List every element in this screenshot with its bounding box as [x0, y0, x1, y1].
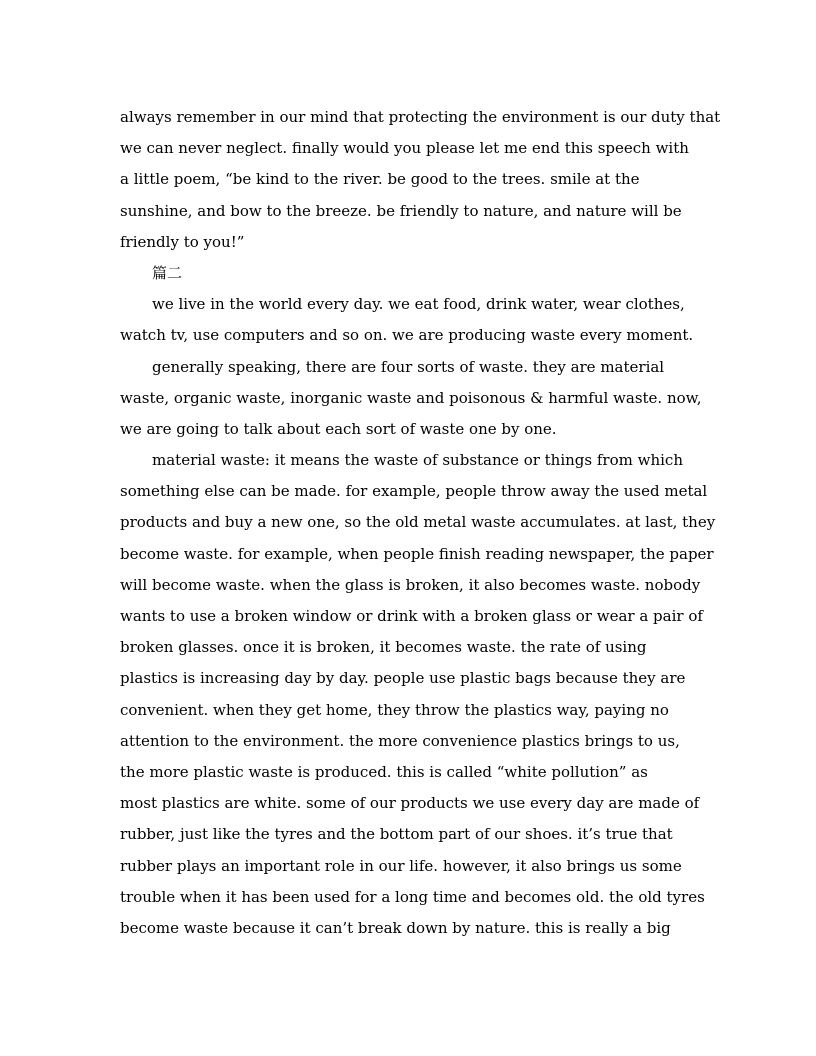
text-line: become waste. for example, when people finish reading newspaper, the paper: [120, 544, 714, 563]
text-line: wants to use a broken window or drink with a broken glass or wear a pair of: [120, 607, 703, 625]
text-line: we can never neglect. finally would you please let me end this speech with: [120, 139, 689, 158]
text-line: products and buy a new one, so the old metal waste accumulates. at last, they: [120, 513, 716, 532]
text-line: trouble when it has been used for a long time and becomes old. the old tyres: [120, 887, 705, 906]
text-line: plastics is increasing day by day. people use plastic bags because they are: [120, 669, 686, 688]
text-line: broken glasses. once it is broken, it becomes waste. the rate of using: [120, 638, 647, 657]
body-text: [120, 102, 740, 944]
section-heading: 篇二: [152, 263, 183, 282]
text-line: most plastics are white. some of our products we use every day are made of: [120, 794, 700, 813]
text-line: a little poem, “be kind to the river. be good to the trees. smile at the: [120, 170, 640, 189]
paragraph-start-line: generally speaking, there are four sorts of waste. they are material: [152, 357, 665, 376]
text-line: convenient. when they get home, they throw the plastics way, paying no: [120, 700, 669, 719]
text-line: rubber plays an important role in our life. however, it also brings us some: [120, 856, 682, 875]
text-line: will become waste. when the glass is broken, it also becomes waste. nobody: [120, 575, 701, 594]
text-line: friendly to you!”: [120, 232, 245, 251]
paragraph-start-line: we live in the world every day. we eat food, drink water, wear clothes,: [152, 295, 685, 314]
text-line: the more plastic waste is produced. this is called “white pollution” as: [120, 762, 648, 781]
text-line: become waste because it can’t break down by nature. this is really a big: [120, 918, 671, 937]
text-line: attention to the environment. the more convenience plastics brings to us,: [120, 731, 680, 750]
text-line: rubber, just like the tyres and the bottom part of our shoes. it’s true that: [120, 825, 673, 844]
paragraph-start-line: material waste: it means the waste of substance or things from which: [152, 451, 683, 470]
text-line: sunshine, and bow to the breeze. be friendly to nature, and nature will be: [120, 201, 682, 220]
text-line: waste, organic waste, inorganic waste and poisonous & harmful waste. now,: [120, 388, 702, 407]
text-line: watch tv, use computers and so on. we are producing waste every moment.: [120, 326, 694, 345]
text-line: something else can be made. for example, people throw away the used metal: [120, 482, 708, 501]
text-line: always remember in our mind that protecting the environment is our duty that: [120, 108, 721, 126]
text-line: we are going to talk about each sort of waste one by one.: [120, 419, 557, 438]
